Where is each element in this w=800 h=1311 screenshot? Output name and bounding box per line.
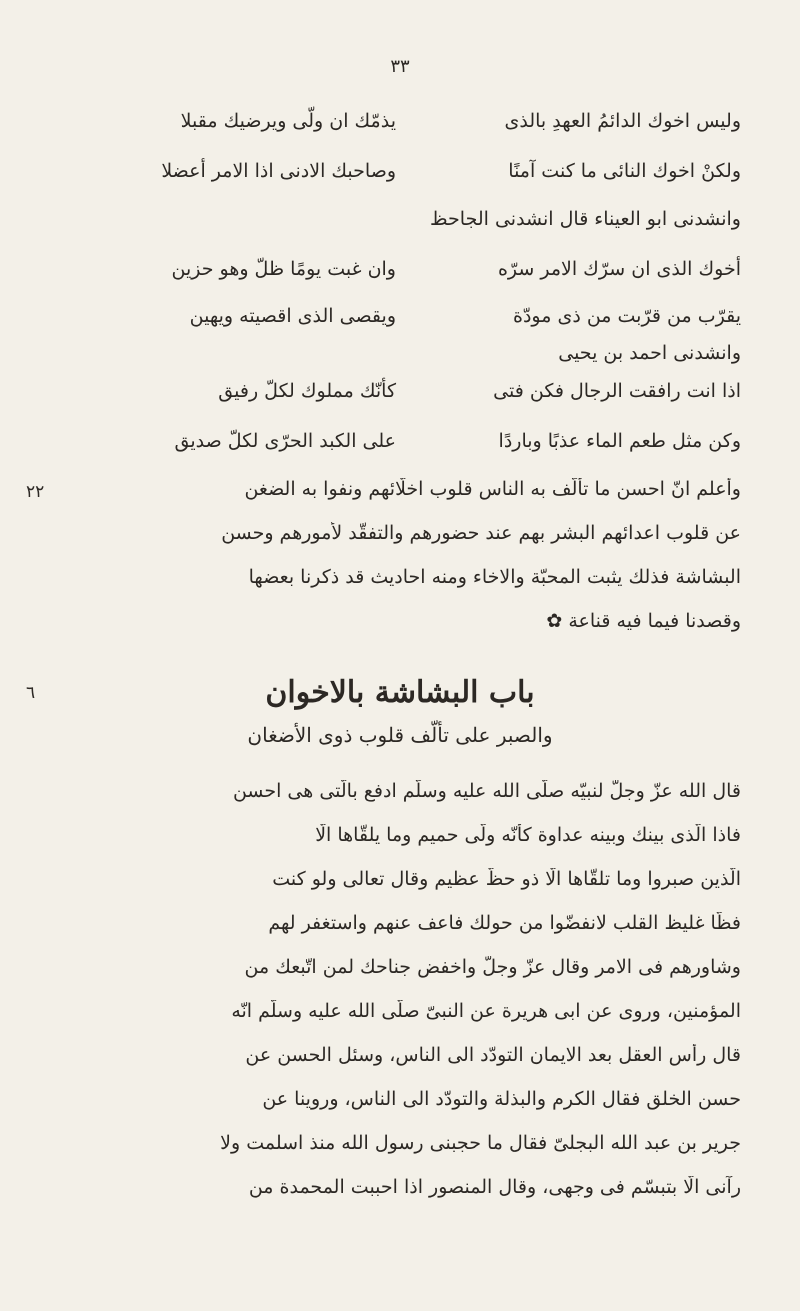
prose-line: قال رأس العقل بعد الايمان التودّد الى الناس، وسئل الحسن عن <box>245 1044 741 1066</box>
prose-line: وأعلم انّ احسن ما تألّف به الناس قلوب اخلّائهم ونفوا به الضغن <box>244 478 741 500</box>
prose-line: عن قلوب اعدائهم البشر بهم عند حضورهم والتفقّد لأمورهم وحسن <box>221 522 741 544</box>
verse-hemistich: وليس اخوك الدائمُ العهدِ بالذى <box>504 110 741 132</box>
verse-line <box>96 305 741 337</box>
page-number: ٣٣ <box>390 56 410 77</box>
prose-line: قال الله عزّ وجلّ لنبيّه صلّى الله عليه وسلّم ادفع بالّتى هى احسن <box>232 780 741 802</box>
verse-hemistich: أخوك الذى ان سرّك الامر سرّه <box>497 258 741 280</box>
verse-hemistich: اذا انت رافقت الرجال فكن فتى <box>493 380 741 402</box>
prose-line: الّذين صبروا وما تلقّاها الّا ذو حظّ عظيم وقال تعالى ولو كنت <box>272 868 741 890</box>
prose-line: حسن الخلق فقال الكرم والبذلة والتودّد الى الناس، وروينا عن <box>262 1088 741 1110</box>
margin-note: ٦ <box>26 683 36 703</box>
verse-hemistich: يذمّك ان ولّى ويرضيك مقبلا <box>180 110 396 132</box>
margin-note: ٢٢ <box>26 482 45 502</box>
prose-line: وشاورهم فى الامر وقال عزّ وجلّ واخفض جناحك لمن اتّبعك من <box>244 956 741 978</box>
prose-line: فاذا الّذى بينك وبينه عداوة كأنّه ولّى حميم وما يلقّاها الّا <box>315 824 741 846</box>
verse-hemistich: كأنّك مملوك لكلّ رفيق <box>218 380 396 402</box>
prose-line: وقصدنا فيما فيه قناعة ✿ <box>546 610 741 632</box>
prose-line: رآنى الّا بتبسّم فى وجهى، وقال المنصور اذا احببت المحمدة من <box>248 1176 741 1198</box>
intro-line: وانشدنى ابو العيناء قال انشدنى الجاحظ <box>430 208 741 230</box>
prose-line: جرير بن عبد الله البجلىّ فقال ما حجبنى رسول الله منذ اسلمت ولا <box>220 1132 741 1154</box>
verse-hemistich: ولكنْ اخوك النائى ما كنت آمنًا <box>508 160 741 182</box>
prose-line: فظًّا غليظ القلب لانفضّوا من حولك فاعف عنهم واستغفر لهم <box>268 912 741 934</box>
verse-hemistich: على الكبد الحرّى لكلّ صديق <box>174 430 396 452</box>
verse-line <box>96 160 741 192</box>
verse-line <box>96 380 741 412</box>
chapter-heading: باب البشاشة بالاخوان <box>265 675 535 710</box>
verse-hemistich: وان غبت يومًا ظلّ وهو حزين <box>171 258 396 280</box>
verse-line <box>96 430 741 462</box>
verse-hemistich: ويقصى الذى اقصيته ويهين <box>189 305 396 327</box>
chapter-subheading: والصبر على تألّف قلوب ذوى الأضغان <box>247 723 553 747</box>
prose-line: المؤمنين، وروى عن ابى هريرة عن النبىّ صلّى الله عليه وسلّم انّه <box>231 1000 741 1022</box>
verse-hemistich: وصاحبك الادنى اذا الامر أعضلا <box>161 160 396 182</box>
prose-line: البشاشة فذلك يثبت المحبّة والاخاء ومنه احاديث قد ذكرنا بعضها <box>248 566 741 588</box>
verse-hemistich: وكن مثل طعم الماء عذبًا وباردًا <box>498 430 741 452</box>
verse-hemistich: يقرّب من قرّبت من ذى مودّة <box>513 305 741 327</box>
verse-line <box>96 110 741 142</box>
verse-line <box>96 258 741 290</box>
intro-line: وانشدنى احمد بن يحيى <box>558 342 741 364</box>
